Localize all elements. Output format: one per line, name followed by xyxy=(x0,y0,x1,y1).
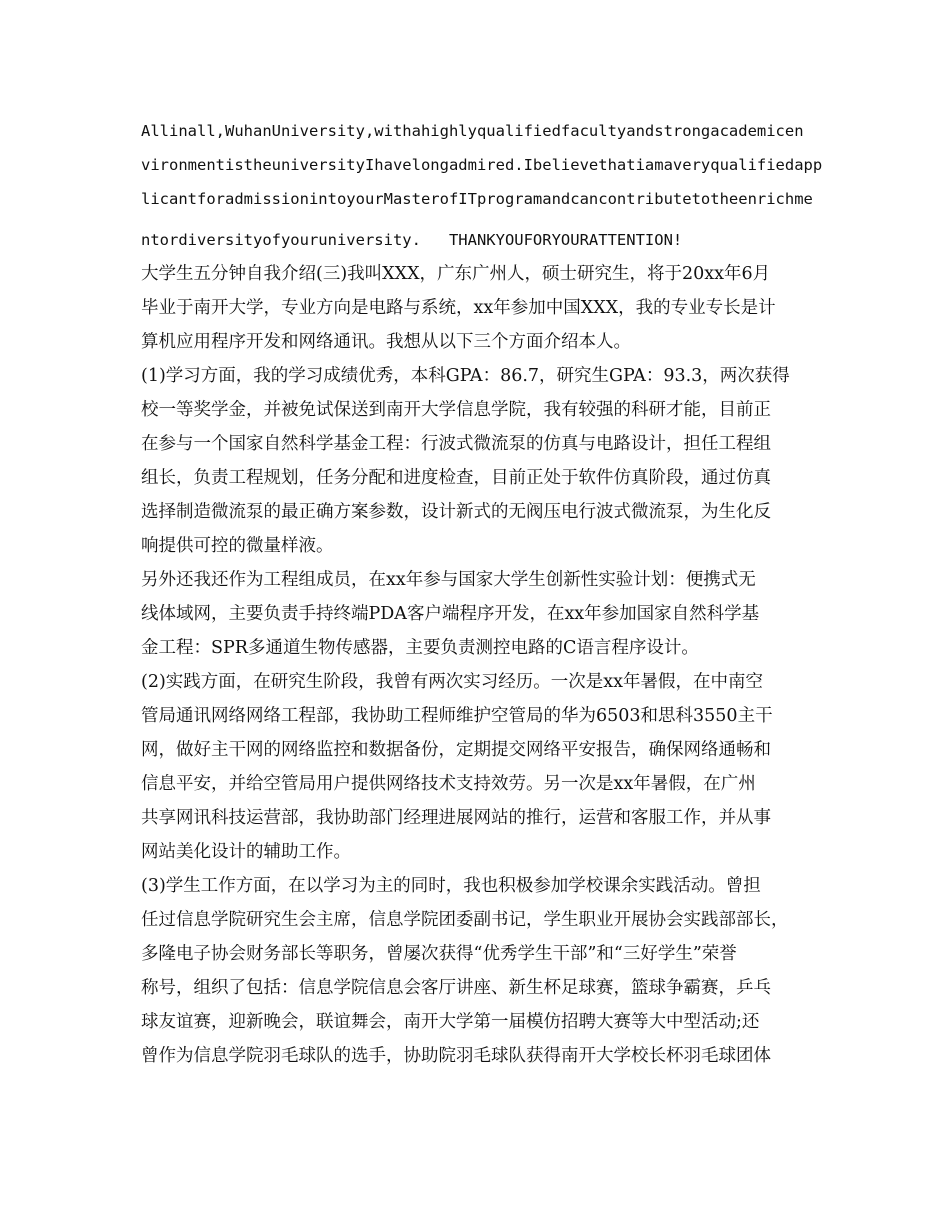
text-line: 线体域网，主要负责手持终端PDA客户端程序开发，在xx年参加国家自然科学基 xyxy=(141,604,760,624)
text-line: 网，做好主干网的网络监控和数据备份，定期提交网络平安报告，确保网络通畅和 xyxy=(141,740,771,760)
text-line: (1)学习方面，我的学习成绩优秀，本科GPA：86.7，研究生GPA：93.3，两次获得 xyxy=(141,366,790,386)
text-line: licantforadmissionintoyourMasterofITprogramandcancontributetotheenrichme xyxy=(141,190,813,208)
text-line: 信息平安，并给空管局用户提供网络技术支持效劳。另一次是xx年暑假，在广州 xyxy=(141,774,756,794)
text-line: vironmentistheuniversityIhavelongadmired.Ibelievethatiamaveryqualifiedapp xyxy=(141,156,823,174)
text-line: 曾作为信息学院羽毛球队的选手，协助院羽毛球队获得南开大学校长杯羽毛球团体 xyxy=(141,1046,771,1066)
text-line: 大学生五分钟自我介绍(三)我叫XXX，广东广州人，硕士研究生，将于20xx年6月 xyxy=(141,264,771,284)
text-line: 响提供可控的微量样液。 xyxy=(141,536,334,556)
text-line: (2)实践方面，在研究生阶段，我曾有两次实习经历。一次是xx年暑假，在中南空 xyxy=(141,672,764,692)
text-line: 球友谊赛，迎新晚会，联谊舞会，南开大学第一届模仿招聘大赛等大中型活动;还 xyxy=(141,1012,760,1032)
text-line: 多隆电子协会财务部长等职务，曾屡次获得“优秀学生干部”和“三好学生”荣誉 xyxy=(141,944,737,964)
text-line: 组长，负责工程规划，任务分配和进度检查，目前正处于软件仿真阶段，通过仿真 xyxy=(141,468,771,488)
text-line: 另外还我还作为工程组成员，在xx年参与国家大学生创新性实验计划：便携式无 xyxy=(141,570,756,590)
text-line: 选择制造微流泵的最正确方案参数，设计新式的无阀压电行波式微流泵，为生化反 xyxy=(141,502,771,522)
text-line: 任过信息学院研究生会主席，信息学院团委副书记，学生职业开展协会实践部部长， xyxy=(141,910,789,930)
text-line: 毕业于南开大学，专业方向是电路与系统，xx年参加中国XXX，我的专业专长是计 xyxy=(141,298,776,318)
text-line: 称号，组织了包括：信息学院信息会客厅讲座、新生杯足球赛，篮球争霸赛，乒乓 xyxy=(141,978,771,998)
text-line: 算机应用程序开发和网络通讯。我想从以下三个方面介绍本人。 xyxy=(141,332,631,352)
text-line: 在参与一个国家自然科学基金工程：行波式微流泵的仿真与电路设计，担任工程组 xyxy=(141,434,771,454)
text-line: 校一等奖学金，并被免试保送到南开大学信息学院，我有较强的科研才能，目前正 xyxy=(141,400,771,420)
text-line: ntordiversityofyouruniversity. THANKYOUFORYOURATTENTION! xyxy=(141,231,683,249)
text-line: (3)学生工作方面，在以学习为主的同时，我也积极参加学校课余实践活动。曾担 xyxy=(141,876,761,896)
text-line: 金工程：SPR多通道生物传感器，主要负责测控电路的C语言程序设计。 xyxy=(141,638,699,658)
text-line: 管局通讯网络网络工程部，我协助工程师维护空管局的华为6503和思科3550主干 xyxy=(141,706,773,726)
text-line: Allinall,WuhanUniversity,withahighlyqualifiedfacultyandstrongacademicen xyxy=(141,122,804,140)
text-line: 共享网讯科技运营部，我协助部门经理进展网站的推行，运营和客服工作，并从事 xyxy=(141,808,771,828)
text-line: 网站美化设计的辅助工作。 xyxy=(141,842,351,862)
